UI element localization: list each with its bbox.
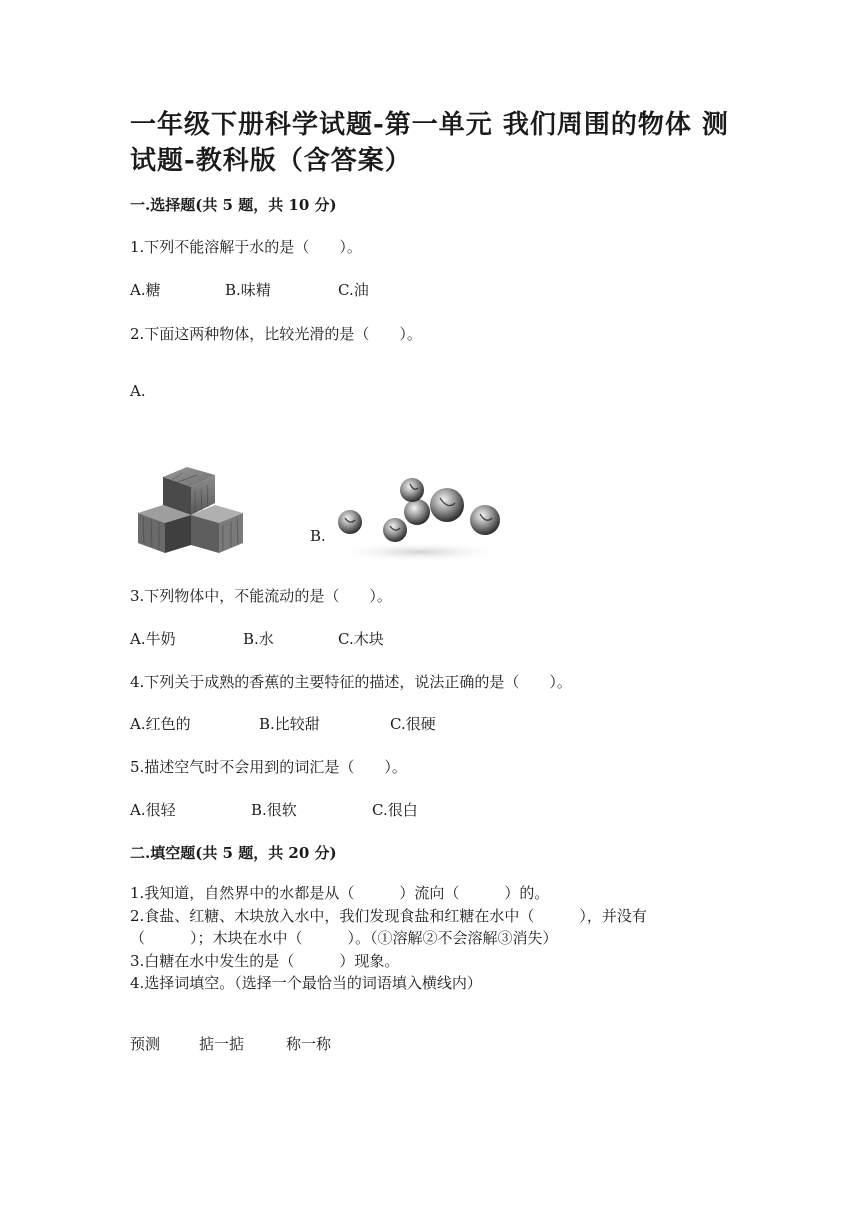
fill-q1: 1.我知道，自然界中的水都是从（ ）流向（ ）的。 <box>130 884 550 902</box>
q1-option-b: B.味精 <box>225 281 271 299</box>
q4-option-a: A.红色的 <box>130 715 191 733</box>
q5-option-b: B.很软 <box>251 801 297 819</box>
wooden-cubes-image <box>135 465 250 555</box>
doc-title-line2: 试题-教科版（含答案） <box>130 146 412 176</box>
q5-option-a: A.很轻 <box>130 801 176 819</box>
q1-option-a: A.糖 <box>130 281 161 299</box>
q2-stem: 2.下面这两种物体，比较光滑的是（ ）。 <box>130 325 422 343</box>
q2-option-b: B. <box>310 527 326 545</box>
fill-q4: 4.选择词填空。（选择一个最恰当的词语填入横线内） <box>130 974 482 992</box>
q4-option-b: B.比较甜 <box>259 715 320 733</box>
q3-stem: 3.下列物体中，不能流动的是（ ）。 <box>130 587 392 605</box>
section-fill-heading: 二.填空题(共 5 题，共 20 分) <box>130 844 337 862</box>
q3-option-c: C.木块 <box>338 630 384 648</box>
q1-stem: 1.下列不能溶解于水的是（ ）。 <box>130 238 362 256</box>
section-choice-heading: 一.选择题(共 5 题，共 10 分) <box>130 196 337 214</box>
word-choice: 称一称 <box>286 1035 332 1053</box>
q4-stem: 4.下列关于成熟的香蕉的主要特征的描述，说法正确的是（ ）。 <box>130 673 572 691</box>
word-choice: 掂一掂 <box>199 1035 245 1053</box>
doc-title-line1: 一年级下册科学试题-第一单元 我们周围的物体 测 <box>130 110 729 140</box>
q5-stem: 5.描述空气时不会用到的词汇是（ ）。 <box>130 758 407 776</box>
q1-option-c: C.油 <box>338 281 369 299</box>
q3-option-b: B.水 <box>243 630 274 648</box>
word-choice: 预测 <box>130 1035 161 1053</box>
q4-option-c: C.很硬 <box>390 715 436 733</box>
glass-marbles-image <box>330 470 510 565</box>
fill-q3: 3.白糖在水中发生的是（ ）现象。 <box>130 952 400 970</box>
q2-option-a: A. <box>130 382 146 400</box>
fill-q2: 2.食盐、红糖、木块放入水中，我们发现食盐和红糖在水中（ ），并没有（ ）；木块在水中（ ）。（①溶解②不会溶解③消失） <box>130 907 647 947</box>
q3-option-a: A.牛奶 <box>130 630 176 648</box>
q5-option-c: C.很白 <box>372 801 418 819</box>
